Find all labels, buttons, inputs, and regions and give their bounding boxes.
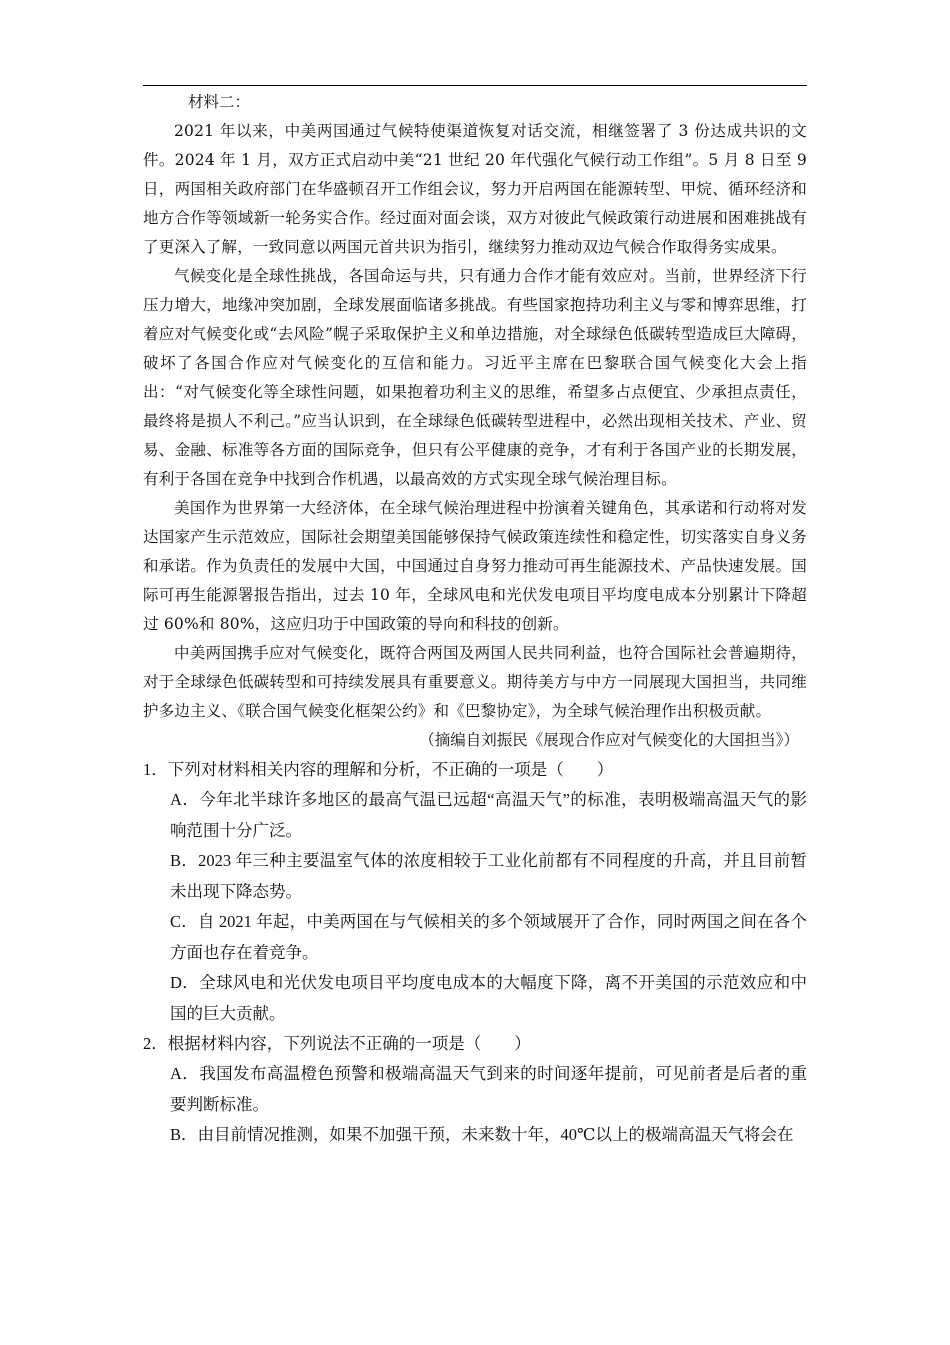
question-list <box>143 755 807 1151</box>
question-1-option-a: A．今年北半球许多地区的最高气温已远超“高温天气”的标准，表明极端高温天气的影响范围十分广泛。 <box>170 790 807 840</box>
material-paragraph-1: 2021 年以来，中美两国通过气候特使渠道恢复对话交流，相继签署了 3 份达成共识的文件。2024 年 1 月，双方正式启动中美“21 世纪 20 年代强化气候行动工作组”。5 月 8 日至 9 日，两国相关政府部门在华盛顿召开工作组会议，努力开启两国在能源转型、甲烷、循环经济和地方合作等领域新一轮务实合作。经过面对面会谈，双方对彼此气候政策行动进展和困难挑战有了更深入了解，一致同意以两国元首共识为指引，继续努力推动双边气候合作取得务实成果。 <box>143 122 807 256</box>
material-paragraph-2: 气候变化是全球性挑战，各国命运与共，只有通力合作才能有效应对。当前，世界经济下行压力增大，地缘冲突加剧，全球发展面临诸多挑战。有些国家抱持功利主义与零和博弈思维，打着应对气候变化或“去风险”幌子采取保护主义和单边措施，对全球绿色低碳转型造成巨大障碍，破坏了各国合作应对气候变化的互信和能力。习近平主席在巴黎联合国气候变化大会上指出：“对气候变化等全球性问题，如果抱着功利主义的思维，希望多占点便宜、少承担点责任，最终将是损人不利己。”应当认识到，在全球绿色低碳转型进程中，必然出现相关技术、产业、贸易、金融、标准等各方面的国际竞争，但只有公平健康的竞争，才有利于各国产业的长期发展，有利于各国在竞争中找到合作机遇，以最高效的方式实现全球气候治理目标。 <box>143 267 807 488</box>
question-1-option-b: B．2023 年三种主要温室气体的浓度相较于工业化前都有不同程度的升高，并且目前暂未出现下降态势。 <box>170 851 807 901</box>
material-source: （摘编自刘振民《展现合作应对气候变化的大国担当》） <box>419 731 799 749</box>
material-title: 材料二： <box>188 93 251 111</box>
material-paragraph-4: 中美两国携手应对气候变化，既符合两国及两国人民共同利益，也符合国际社会普遍期待，对于全球绿色低碳转型和可持续发展具有重要意义。期待美方与中方一同展现大国担当，共同维护多边主义、《联合国气候变化框架公约》和《巴黎协定》，为全球气候治理作出积极贡献。 <box>143 644 807 720</box>
question-2-stem: 2．根据材料内容，下列说法不正确的一项是（ ） <box>143 1034 531 1053</box>
material-paragraph-3: 美国作为世界第一大经济体，在全球气候治理进程中扮演着关键角色，其承诺和行动将对发达国家产生示范效应，国际社会期望美国能够保持气候政策连续性和稳定性，切实落实自身义务和承诺。作为负责任的发展中大国，中国通过自身努力推动可再生能源技术、产品快速发展。国际可再生能源署报告指出，过去 10 年，全球风电和光伏发电项目平均度电成本分别累计下降超过 60%和 80%，这应归功于中国政策的导向和科技的创新。 <box>143 499 807 633</box>
question-2 <box>143 1029 807 1151</box>
question-1-option-c: C．自 2021 年起，中美两国在与气候相关的多个领域展开了合作，同时两国之间在各个方面也存在着竞争。 <box>170 912 807 962</box>
document-body <box>143 88 807 1151</box>
question-2-option-b: B．由目前情况推测，如果不加强干预，未来数十年，40℃以上的极端高温天气将会在 <box>170 1125 794 1144</box>
question-1 <box>143 755 807 1029</box>
question-1-option-d: D．全球风电和光伏发电项目平均度电成本的大幅度下降，离不开美国的示范效应和中国的巨大贡献。 <box>170 973 807 1023</box>
question-1-stem: 1．下列对材料相关内容的理解和分析，不正确的一项是（ ） <box>143 760 614 779</box>
header-rule <box>143 85 807 86</box>
question-2-option-a: A．我国发布高温橙色预警和极端高温天气到来的时间逐年提前，可见前者是后者的重要判断标准。 <box>170 1064 807 1114</box>
